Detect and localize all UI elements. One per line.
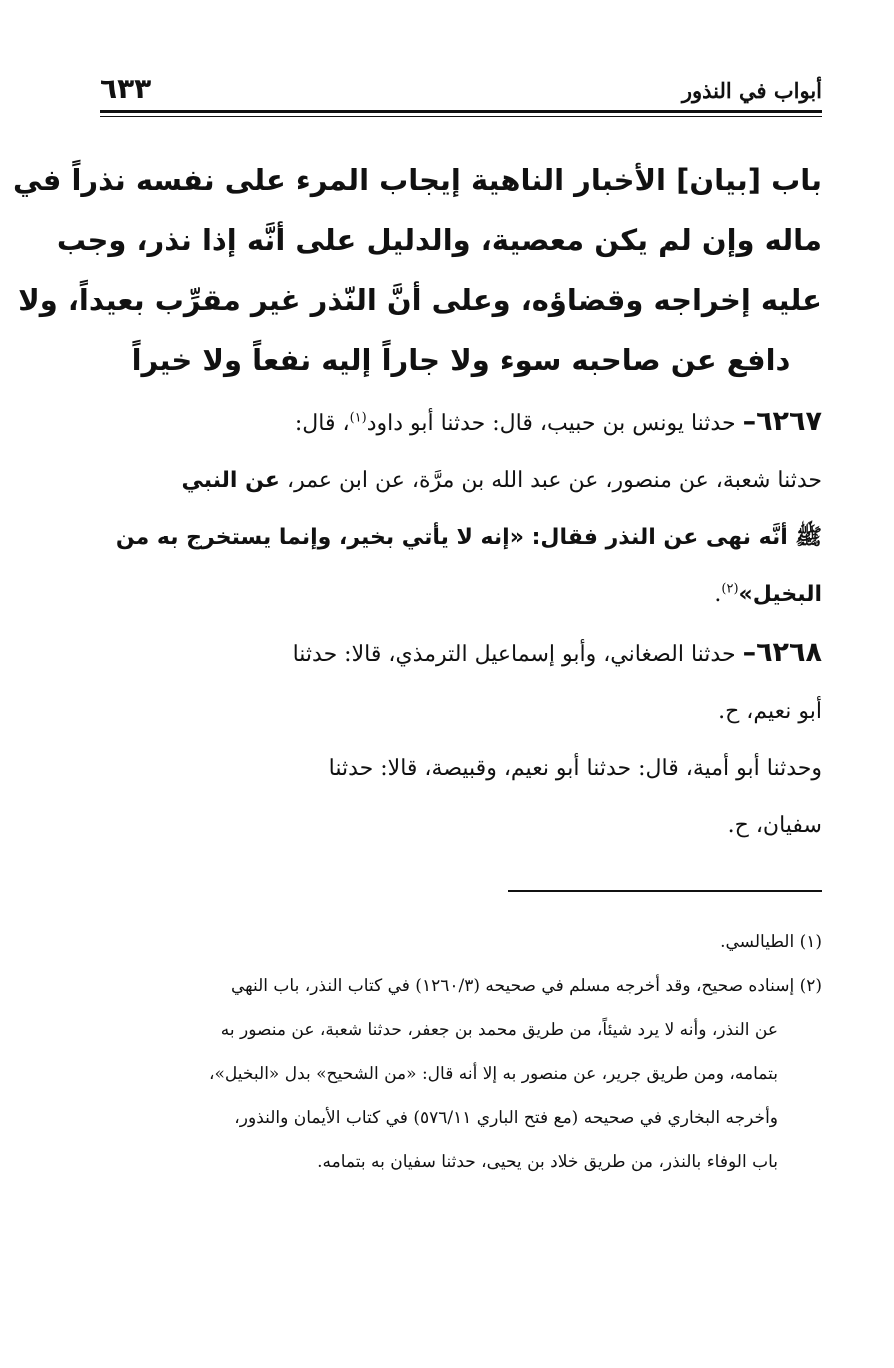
hadith-text: حدثنا الصغاني، وأبو إسماعيل الترمذي، قالا: حدثنا [292,642,736,667]
hadith-text-bold: ﷺ أنَّه نهى عن النذر فقال: «إنه لا يأتي بخير، وإنما يستخرج به من [115,525,822,550]
footnote-2-line: (٢) إسناده صحيح، وقد أخرجه مسلم في صحيحه (١٢٦٠/٣) في كتاب النذر، باب النهي [230,976,822,996]
footnote-ref: (٢) [721,581,739,597]
hadith-continuation [100,740,822,854]
chapter-heading-line: ماله وإن لم يكن معصية، والدليل على أنَّه إذا نذر، وجب [56,223,822,257]
hadith-text: ، قال: [294,411,350,436]
footnote-separator [508,890,822,892]
hadith-text-bold: البخيل» [738,582,822,607]
chapter-heading-line: باب [بيان] الأخبار الناهية إيجاب المرء على نفسه نذراً في [13,163,822,197]
header-rule-thin [100,116,822,117]
footnote-2-line: باب الوفاء بالنذر، من طريق خلاد بن يحيى، حدثنا سفيان به بتمامه. [317,1152,778,1172]
hadith-text: حدثنا شعبة، عن منصور، عن عبد الله بن مرَّة، عن ابن عمر، [279,468,822,493]
chapter-heading-line: دافع عن صاحبه سوء ولا جاراً إليه نفعاً ولا خيراً [131,343,791,377]
hadith-line: سفيان، ح. [727,813,822,838]
hadith-line: وحدثنا أبو أمية، قال: حدثنا أبو نعيم، وقبيصة، قالا: حدثنا [328,756,822,781]
hadith-dash: – [742,637,757,668]
footnote-2-line: بتمامه، ومن طريق جرير، عن منصور به إلا أنه قال: «من الشحيح» بدل «البخيل»، [209,1064,778,1084]
hadith-number: ٦٢٦٨ [756,637,822,668]
hadith-line: أبو نعيم، ح. [718,699,822,724]
hadith-line [100,393,822,452]
hadith-text: . [714,582,722,607]
footnote-2-line: عن النذر، وأنه لا يرد شيئاً، من طريق محمد بن جعفر، حدثنا شعبة، عن منصور به [220,1020,778,1040]
footnote-1: (١) الطيالسي. [720,932,822,952]
footnote-2-line: وأخرجه البخاري في صحيحه (مع فتح الباري ٥٧٦/١١) في كتاب الأيمان والنذور، [234,1108,778,1128]
footnote-ref: (١) [349,410,367,426]
hadith-line [100,624,822,683]
chapter-heading-line: عليه إخراجه وقضاؤه، وعلى أنَّ النّذر غير مقرِّب بعيداً، ولا [18,283,822,317]
header-rule-thick [100,110,822,113]
hadith-text: حدثنا يونس بن حبيب، قال: حدثنا أبو داود [366,411,736,436]
hadith-dash: – [742,406,757,437]
hadith-line [100,509,822,566]
chapter-heading [13,150,822,390]
page-number: ٦٣٣ [100,72,152,105]
footnotes [100,920,822,1184]
page-header [100,72,822,106]
hadith-6267 [100,393,822,623]
hadith-line [100,566,822,623]
running-title: أبواب في النذور [681,78,822,103]
hadith-line [100,452,822,509]
hadith-text-bold: عن النبي [181,468,280,493]
hadith-number: ٦٢٦٧ [756,406,822,437]
hadith-6268 [100,624,822,740]
